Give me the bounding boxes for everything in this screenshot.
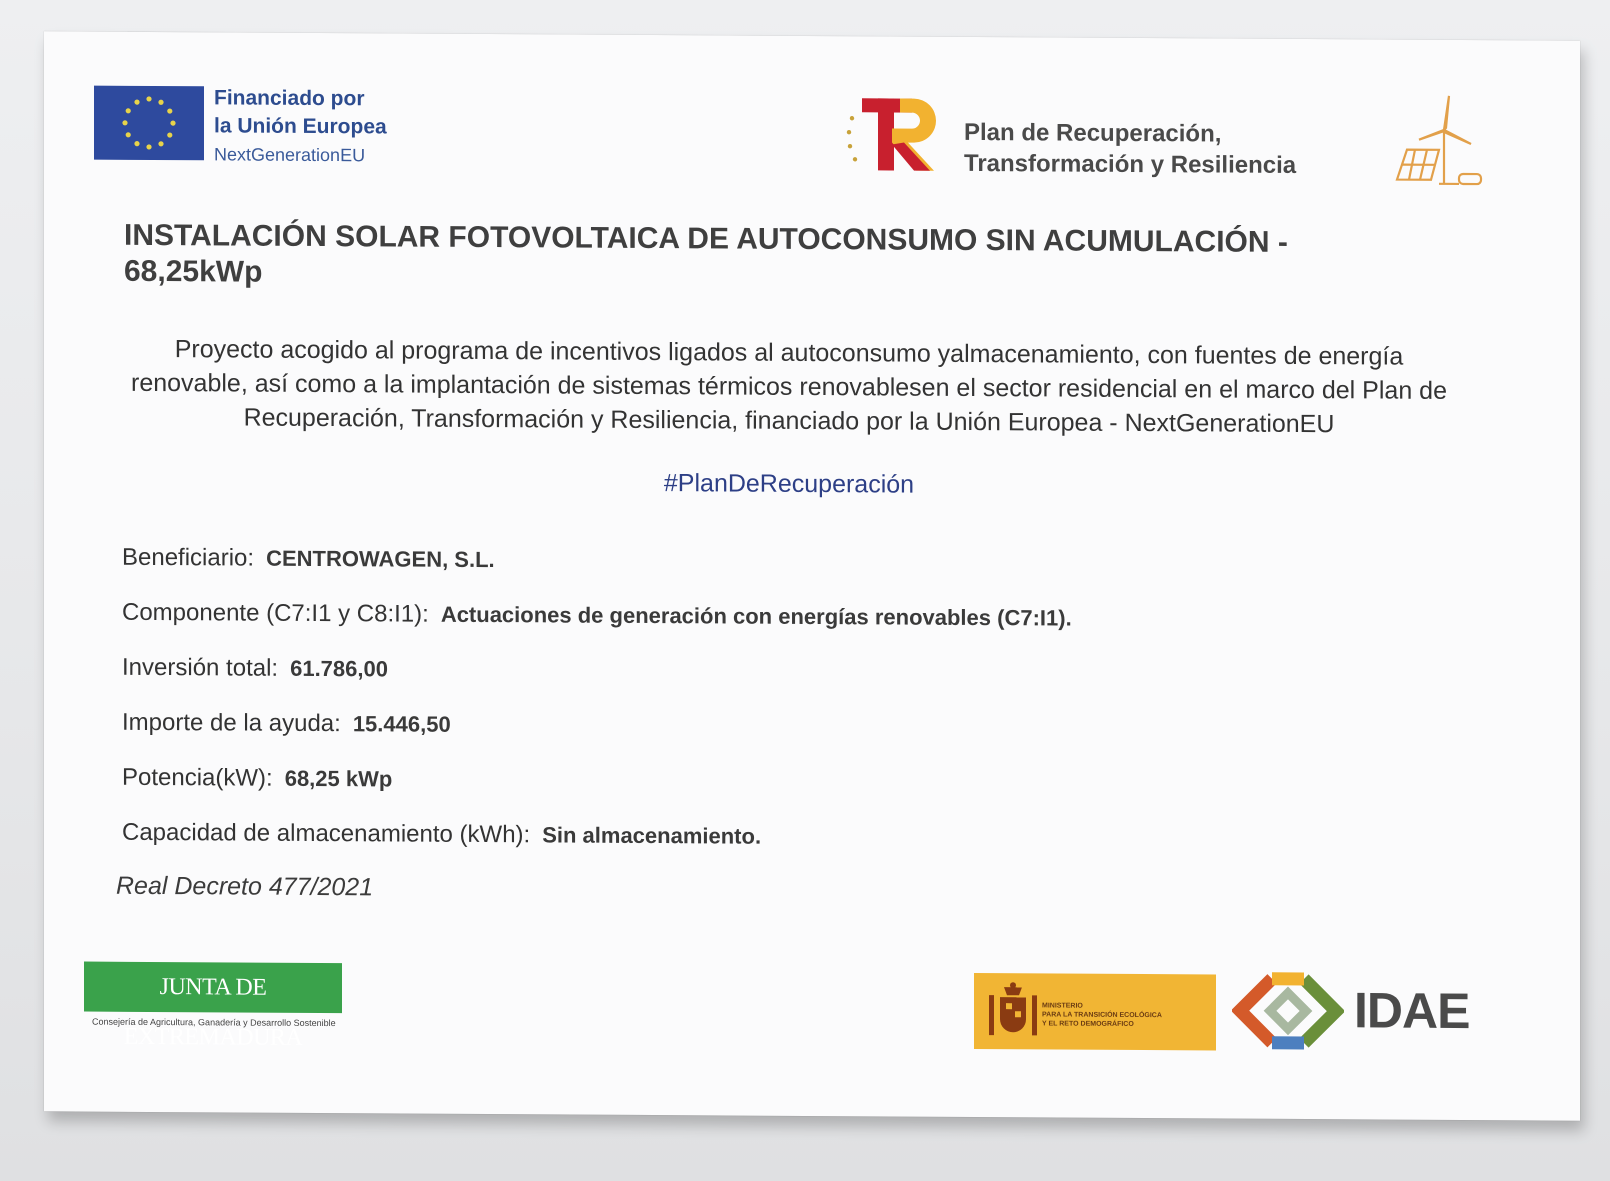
info-label: Beneficiario: bbox=[122, 543, 255, 572]
eu-star bbox=[126, 132, 131, 137]
eu-star bbox=[134, 99, 139, 104]
wind-solar-icon bbox=[1389, 92, 1489, 193]
eu-star bbox=[146, 96, 151, 101]
info-row-potencia bbox=[122, 764, 1472, 827]
junta-subtitle: Consejería de Agricultura, Ganadería y Desarrollo Sostenible bbox=[92, 1016, 336, 1029]
eu-line-1: Financiado por bbox=[214, 86, 365, 111]
eu-star bbox=[158, 141, 163, 146]
eu-line-3: NextGenerationEU bbox=[214, 144, 366, 166]
eu-stars-icon bbox=[94, 86, 204, 161]
eu-star bbox=[167, 132, 172, 137]
ministerio-line-1: MINISTERIO bbox=[1042, 1002, 1083, 1010]
info-row-importe bbox=[122, 709, 1472, 772]
idae-logo-text: IDAE bbox=[1354, 982, 1470, 1040]
eu-star bbox=[122, 120, 127, 125]
info-value: CENTROWAGEN, S.L. bbox=[266, 545, 495, 573]
eu-star bbox=[146, 144, 151, 149]
eu-flag-logo bbox=[94, 86, 204, 161]
eu-star bbox=[170, 120, 175, 125]
eu-star bbox=[167, 108, 172, 113]
prtr-logo-icon bbox=[844, 90, 944, 181]
info-label: Inversión total: bbox=[122, 653, 279, 682]
eu-star bbox=[158, 100, 163, 105]
real-decreto: Real Decreto 477/2021 bbox=[116, 871, 374, 902]
prtr-line-1: Plan de Recuperación, bbox=[964, 118, 1222, 148]
ministerio-line-3: Y EL RETO DEMOGRÁFICO bbox=[1042, 1020, 1134, 1028]
hashtag: #PlanDeRecuperación bbox=[663, 469, 915, 499]
info-value: Actuaciones de generación con energías renovables (C7:I1). bbox=[440, 601, 1072, 631]
info-label: Componente (C7:I1 y C8:I1): bbox=[122, 598, 429, 628]
info-value: Sin almacenamiento. bbox=[542, 822, 762, 849]
project-info-list bbox=[122, 544, 1472, 882]
ministerio-logo bbox=[974, 973, 1216, 1050]
prtr-line-2: Transformación y Resiliencia bbox=[964, 149, 1297, 179]
junta-extremadura-logo: JUNTA DE EXTREMADURA bbox=[84, 962, 342, 1014]
ministerio-line-2: PARA LA TRANSICIÓN ECOLÓGICA bbox=[1042, 1011, 1162, 1020]
info-row-beneficiario bbox=[122, 544, 1472, 607]
eu-funding-text bbox=[214, 84, 387, 169]
info-value: 61.786,00 bbox=[290, 655, 388, 682]
eu-star bbox=[126, 108, 131, 113]
info-label: Capacidad de almacenamiento (kWh): bbox=[122, 818, 531, 849]
information-plaque bbox=[44, 31, 1580, 1120]
info-value: 15.446,50 bbox=[352, 711, 451, 737]
info-value: 68,25 kWp bbox=[284, 765, 393, 792]
project-description: Proyecto acogido al programa de incentivos ligados al autoconsumo yalmacenamiento, con fuentes de energía renovable, así como a la implantación de sistemas térmicos renovablesen el sector residencial en el marco del Plan de Recuperación, Transformación y Resiliencia, financiado por la Unión Europea - NextGenerationEU bbox=[131, 335, 1447, 439]
info-label: Importe de la ayuda: bbox=[122, 708, 341, 738]
eu-star bbox=[134, 141, 139, 146]
idae-symbol-icon bbox=[1232, 971, 1344, 1052]
ministerio-text bbox=[1042, 1001, 1162, 1029]
plaque-title: INSTALACIÓN SOLAR FOTOVOLTAICA DE AUTOCONSUMO SIN ACUMULACIÓN - 68,25kWp bbox=[124, 218, 1288, 289]
info-label: Potencia(kW): bbox=[122, 763, 273, 792]
info-row-inversion bbox=[122, 654, 1472, 717]
info-row-componente bbox=[122, 599, 1472, 662]
eu-line-2: la Unión Europea bbox=[214, 114, 387, 139]
prtr-text bbox=[964, 117, 1296, 181]
spain-coat-of-arms-icon bbox=[984, 981, 1042, 1041]
